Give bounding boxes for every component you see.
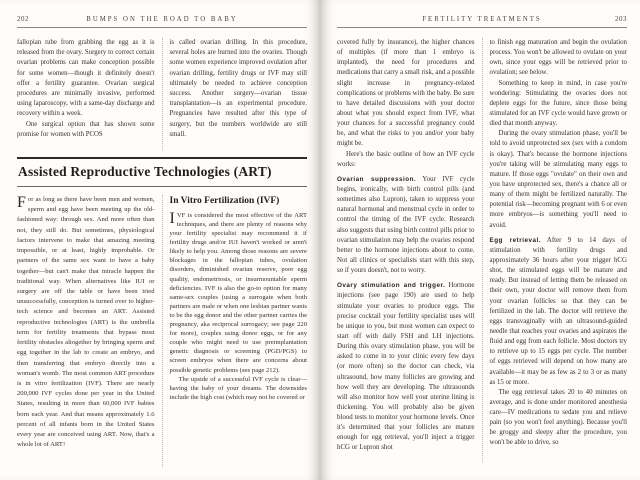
- runin-heading: Ovary stimulation and trigger.: [337, 282, 446, 290]
- paragraph-text: Your IVF cycle begins, ironically, with birth control pills (and sometimes also Lupron), taken to suppress your natural hormonal and menstrual cycle in order to control the timing of the IVF cycle. Research also suggests that using birth control pills prior to ovarian stimulation may help the ovaries respond better to the hormone injections about to come. Not all clinics or specialists start with this step, so if yours doesn't, not to worry.: [337, 175, 475, 275]
- running-head-right: FERTILITY TREATMENTS: [422, 16, 542, 23]
- paragraph: Something to keep in mind, in case you're wondering: Stimulating the ovaries does not deplete eggs for the future, since those being stimulated for an IVF cycle would have grown or died that month anyway.: [489, 79, 627, 128]
- right-page-header: [337, 15, 627, 28]
- dropcap-letter: I: [169, 209, 175, 227]
- top-column-2: [162, 38, 308, 150]
- top-section: [17, 38, 307, 150]
- paragraph: to finish egg maturation and begin the ovulation process. You won't be allowed to ovulate on your own, since your eggs will be retrieved prior to ovulation; see below.: [489, 39, 627, 77]
- art-column-1: [17, 195, 155, 467]
- right-column-1: [337, 38, 475, 462]
- paragraph: is called ovarian drilling. In this procedure, several holes are burned into the ovaries. Though some women experience improved ovulation after ovarian drilling, fertility drugs or IVF may still ultimately be needed to achieve conception success. Another surgery—ovarian tissue transplantation—is an experimental procedure. Pregnancies have resulted after this type of surgery, but the numbers worldwide are still small.: [169, 39, 307, 138]
- left-page-header: [17, 15, 307, 28]
- art-column-2: [162, 195, 308, 467]
- paragraph: The egg retrieval takes 20 to 40 minutes on average, and is done under monitored anesthesia care—IV medications to sedate you and relieve pain (so you won't feel anything). Because you'll be groggy and sleepy after the procedure, you won't be able to drive, so: [489, 388, 627, 447]
- paragraph-runin: [337, 175, 475, 276]
- page-number-left: 202: [17, 15, 29, 23]
- right-column-2: [482, 38, 628, 462]
- ivf-subheading: In Vitro Fertilization (IVF): [169, 196, 280, 206]
- paragraph: fallopian tube from grabbing the egg as it is released from the ovary. Surgery to correct certain ovarian problems can make conception possible for some women—though it definitely doesn't offer a fertility guarantee. Ovarian surgical procedures are minimally invasive, performed using laparoscopy, with a same-day discharge and recovery within a week.: [17, 39, 155, 118]
- paragraph: covered fully by insurance), the higher chances of multiples (if more than 1 embryo is implanted), the need for procedures and medications that carry a small risk, and a possible slight increase in pregnancy-related complications or problems with the baby. Be sure to have detailed discussions with your doctor about what you should expect from IVF, what your chances for a successful pregnancy could be, and what the risks to you and/or your baby might be.: [337, 39, 475, 148]
- paragraph: During the ovary stimulation phase, you'll be told to avoid unprotected sex (sex with a condom is okay). That's because the hormone injections you're taking will be stimulating many eggs to mature. If those eggs "ovulate" on their own and you have unprotected sex, there's a chance all or many of them might be fertilized naturally. The potential risk—becoming pregnant with 6 or even more embryos—is something you'll need to avoid.: [489, 130, 627, 229]
- paragraph-text: or as long as there have been men and women, sperm and egg have been meeting up the old-fashioned way: through sex. And more often than not, they still do. But sometimes, physiological factors intervene to make that amazing meeting impossible, or at least, highly improbable. Or partners of the same sex want to have a baby together—but can't make that miracle happen the traditional way. When alternatives like IUI or surgery are off the table or have been tried unsuccessfully, conception is turned over to higher-tech science and becomes an ART. Assisted reproductive technologies (ART) is the umbrella term for fertility treatments that bypass most fertility obstacles altogether by bringing sperm and egg together in the lab to create an embryo, and then transferring that embryo directly into a woman's womb. The most common ART procedure is in vitro fertilization (IVF). There are nearly 200,000 IVF cycles done per year in the United States, resulting in more than 60,000 IVF babies born each year. And that means approximately 1.6 percent of all infants born in the United States every year are conceived using ART. Now, that's a whole lot of ART!: [17, 196, 155, 449]
- page-right: [320, 0, 640, 480]
- paragraph-dropcap: [170, 211, 308, 375]
- paragraph-text: After 9 to 14 days of stimulation with fertility drugs and approximately 36 hours after your trigger hCG shot, the stimulated eggs will be mature and ready. But instead of letting them be released on their own, your doctor will remove them from your ovarian follicles so that they can be fertilized in the lab. The doctor will retrieve the eggs transvaginally with an ultrasound-guided needle that reaches your ovaries and aspirates the fluid and egg from each follicle. Most doctors try to retrieve up to 15 eggs per cycle. The number of eggs retrieved will depend on how many are available—it may be as few as 2 to 3 or as many as 15 or more.: [489, 236, 627, 386]
- paragraph: The upside of a successful IVF cycle is clear—having the baby of your dreams. The downsides include the high cost (which may not be covered or: [169, 375, 307, 401]
- paragraph-text: Hormone injections (see page 190) are used to help stimulate your ovaries to produce eggs. The precise cocktail your fertility specialist uses will be unique to you, but most women can expect to start off with daily FSH and LH injections. During this ovary stimulation phase, you will be asked to come in to your clinic every few days (or more often) so the doctor can check, via ultrasound, how many follicles are growing and how well they are developing. The ultrasounds will also monitor how well your uterine lining is thickening. You will probably also be given blood tests to monitor your hormone levels. Once it's determined that your follicles are mature enough for egg retrieval, you'll inject a trigger hCG or Lupron shot: [337, 282, 475, 452]
- paragraph-dropcap: [17, 195, 155, 450]
- paragraph: One surgical option that has shown some promise for women with PCOS: [17, 120, 155, 138]
- runin-heading: Ovarian suppression.: [337, 175, 417, 183]
- runin-heading: Egg retrieval.: [489, 236, 541, 244]
- top-column-1: [17, 38, 155, 150]
- right-page-columns: [337, 38, 627, 462]
- page-number-right: 203: [615, 15, 627, 23]
- art-section: [17, 195, 307, 467]
- paragraph-text: VF is considered the most effective of the ART techniques, and there are plenty of reasons why your fertility specialist may recommend it if fertility drugs and/or IUI haven't worked or aren't likely to help you. Among those reasons are severe blockages in the fallopian tubes, ovulation disorders, diminished ovarian reserve, poor egg quality, endometriosis, or insurmountable sperm deficiencies. IVF is also the go-to option for many same-sex couples (using a surrogate when both partners are male or when one lesbian partner wants to be the egg donor and the other partner carries the pregnancy, aka reciprocal surrogacy; see page 220 for more), couples using donor eggs, or for any couple who might need to use preimplantation genetic diagnosis or screening (PGD/PGS) to screen embryos when there are concerns about possible genetic problems (see page 212).: [169, 211, 307, 374]
- paragraph-runin: [490, 236, 628, 388]
- dropcap-letter: F: [17, 195, 26, 211]
- running-head-left: BUMPS ON THE ROAD TO BABY: [86, 16, 238, 23]
- paragraph: Here's the basic outline of how an IVF cycle works:: [337, 150, 475, 168]
- section-heading: Assisted Reproductive Technologies (ART): [18, 164, 272, 179]
- section-heading-block: [17, 157, 307, 187]
- paragraph-runin: [337, 281, 475, 453]
